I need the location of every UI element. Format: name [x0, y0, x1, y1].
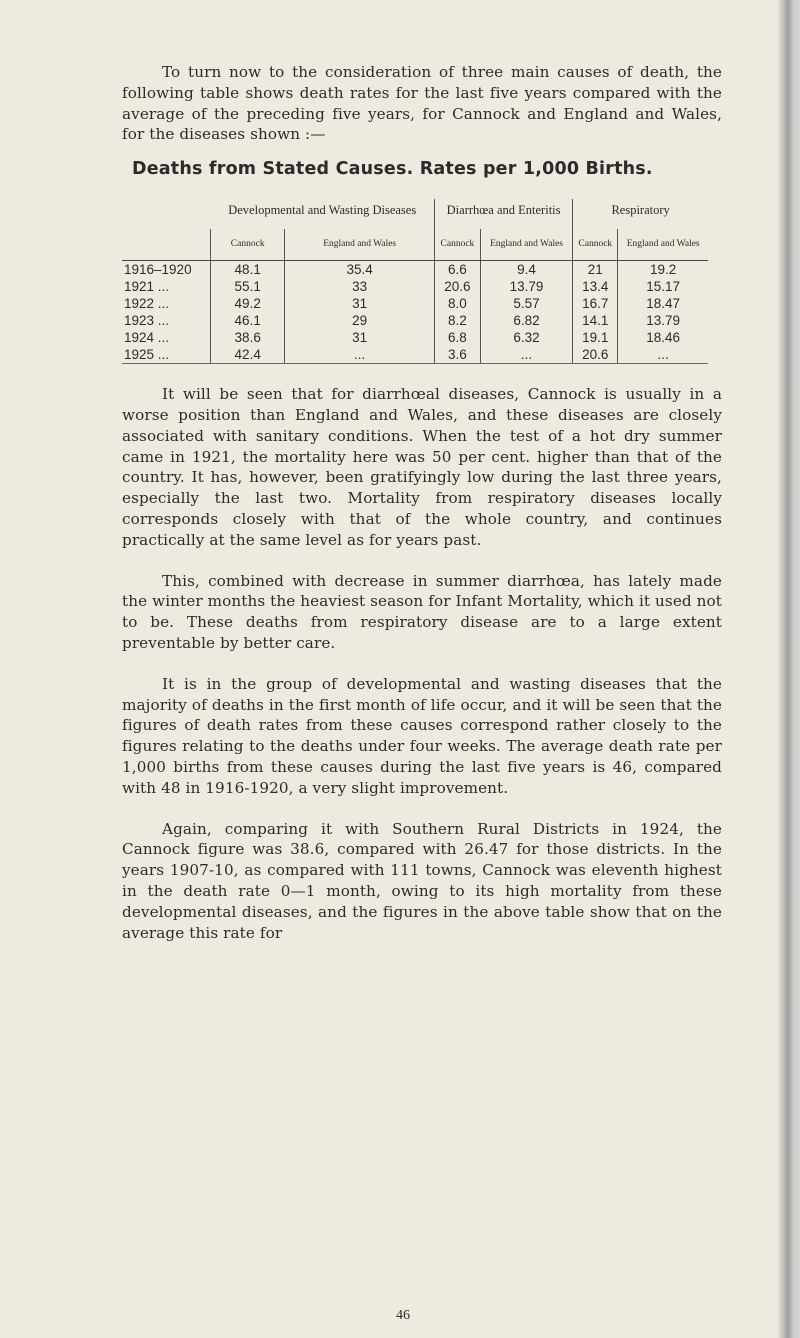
table-group-header-row — [122, 199, 708, 229]
value-cell: 20.6 — [434, 278, 480, 295]
intro-paragraph: To turn now to the consideration of three main causes of death, the following table shows death rates for the last five years compared with the average of the preceding five years, for Cannock and England and Wales, for the diseases shown :— — [122, 63, 722, 144]
value-cell: 13.4 — [573, 278, 618, 295]
value-cell: 18.46 — [618, 329, 708, 346]
year-cell: 1916–1920 — [124, 262, 192, 278]
value-cell: 13.79 — [480, 278, 572, 295]
value-cell: 5.57 — [480, 295, 572, 312]
table-row — [122, 312, 708, 329]
value-cell: 8.2 — [434, 312, 480, 329]
page-number: 46 — [396, 1308, 410, 1323]
value-cell: 42.4 — [211, 346, 285, 364]
value-cell: 20.6 — [573, 346, 618, 364]
value-cell: 35.4 — [285, 261, 435, 279]
value-cell: 48.1 — [211, 261, 285, 279]
year-cell: 1921 ... — [124, 279, 170, 295]
subheader-cell: Cannock — [434, 229, 480, 261]
table-subheader-row — [122, 229, 708, 261]
subheader-cell: England and Wales — [618, 229, 708, 261]
value-cell: 8.0 — [434, 295, 480, 312]
paragraph-winter-months: This, combined with decrease in summer diarrhœa, has lately made the winter months the heaviest season for Infant Mortality, which it used not to be. These deaths from respiratory disease are to a large extent preventable by better care. — [122, 571, 722, 652]
year-cell: 1922 ... — [124, 296, 170, 312]
value-cell: ... — [618, 346, 708, 364]
table-heading: Deaths from Stated Causes. Rates per 1,000 Births. — [132, 159, 653, 180]
value-cell: ... — [285, 346, 435, 364]
paragraph-developmental: It is in the group of developmental and wasting diseases that the majority of deaths in the first month of life occur, and it will be seen that the figures of death rates from these causes correspond rather closely to the figures relating to the deaths under four weeks. The average death rate per 1,000 births from these causes during the last five years is 46, compared with 48 in 1916-1920, a very slight improvement. — [122, 674, 722, 797]
document-page — [122, 62, 722, 943]
value-cell: 6.82 — [480, 312, 572, 329]
blank-corner-cell — [122, 199, 211, 229]
blank-subheader-cell — [122, 229, 211, 261]
value-cell: 6.8 — [434, 329, 480, 346]
value-cell: 46.1 — [211, 312, 285, 329]
paragraph-diarrhoea: It will be seen that for diarrhœal diseases, Cannock is usually in a worse position than England and Wales, and these diseases are closely associated with sanitary conditions. When the test of a hot dry summer came in 1921, the mortality here was 50 per cent. higher than that of the country. It has, however, been gratifyingly low during the last three years, especially the last two. Mortality from respiratory diseases locally corresponds closely with that of the whole country, and continues practically at the same level as for years past. — [122, 385, 722, 549]
value-cell: 19.1 — [573, 329, 618, 346]
value-cell: 14.1 — [573, 312, 618, 329]
value-cell: 15.17 — [618, 278, 708, 295]
group-header-developmental: Developmental and Wasting Diseases — [228, 203, 417, 218]
paragraph-comparison: Again, comparing it with Southern Rural Districts in 1924, the Cannock figure was 38.6, compared with 26.47 for those districts. In the years 1907-10, as compared with 111 towns, Cannock was eleventh highest in the death rate 0—1 month, owing to its high mortality from these developmental diseases, and the figures in the above table show that on the average this rate for — [122, 819, 722, 942]
value-cell: 19.2 — [618, 261, 708, 279]
value-cell: 13.79 — [618, 312, 708, 329]
value-cell: 49.2 — [211, 295, 285, 312]
value-cell: 31 — [285, 295, 435, 312]
value-cell: 38.6 — [211, 329, 285, 346]
group-header-diarrhoea: Diarrhœa and Enteritis — [434, 199, 572, 229]
value-cell: 18.47 — [618, 295, 708, 312]
value-cell: 55.1 — [211, 278, 285, 295]
death-rates-table — [122, 199, 708, 364]
value-cell: 16.7 — [573, 295, 618, 312]
scan-page-edge — [778, 0, 800, 1338]
subheader-cell: England and Wales — [285, 229, 435, 261]
value-cell: 6.32 — [480, 329, 572, 346]
subheader-cell: Cannock — [573, 229, 618, 261]
subheader-cell: Cannock — [211, 229, 285, 261]
value-cell: 21 — [573, 261, 618, 279]
table-row — [122, 329, 708, 346]
value-cell: 6.6 — [434, 261, 480, 279]
year-cell: 1923 ... — [124, 313, 170, 329]
table-row — [122, 295, 708, 312]
table-row — [122, 278, 708, 295]
year-cell: 1925 ... — [122, 346, 211, 364]
value-cell: 31 — [285, 329, 435, 346]
value-cell: ... — [480, 346, 572, 364]
value-cell: 29 — [285, 312, 435, 329]
value-cell: 33 — [285, 278, 435, 295]
value-cell: 3.6 — [434, 346, 480, 364]
table-row — [122, 261, 708, 279]
table-row — [122, 346, 708, 364]
value-cell: 9.4 — [480, 261, 572, 279]
year-cell: 1924 ... — [124, 330, 170, 346]
subheader-cell: England and Wales — [480, 229, 572, 261]
group-header-respiratory: Respiratory — [573, 199, 708, 229]
